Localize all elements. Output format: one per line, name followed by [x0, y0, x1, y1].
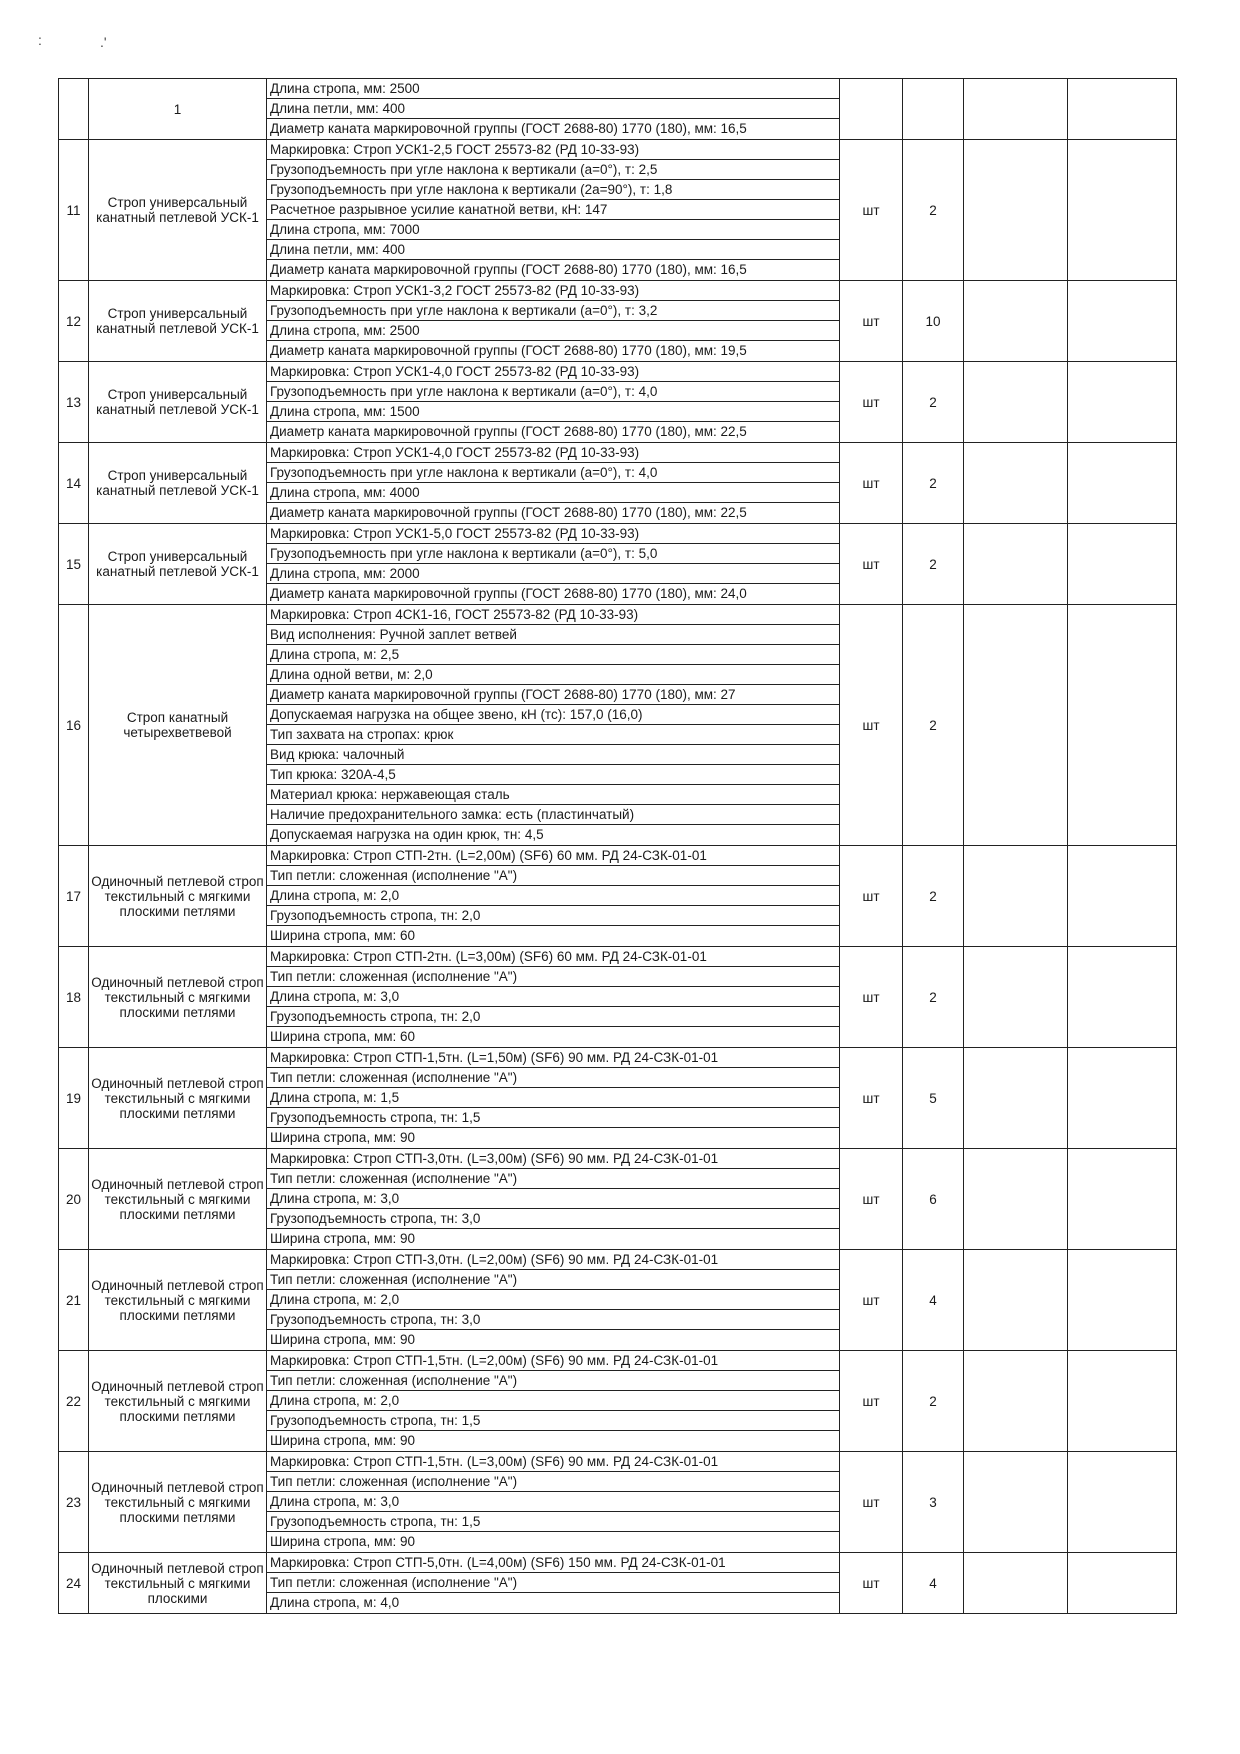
- param-line: Ширина стропа, мм: 90: [270, 1332, 416, 1347]
- empty-cell: [1068, 443, 1177, 524]
- row-number: 11: [59, 140, 89, 281]
- item-params: [267, 1250, 840, 1351]
- param-line: Длина стропа, м: 3,0: [267, 1189, 839, 1209]
- unit-cell: шт: [840, 524, 903, 605]
- param-line: Грузоподъемность стропа, тн: 1,5: [267, 1108, 839, 1128]
- table-row: [59, 1452, 1177, 1553]
- item-name: Строп универсальный канатный петлевой УСК-1: [89, 140, 267, 281]
- item-params: [267, 605, 840, 846]
- empty-cell: [1068, 79, 1177, 140]
- item-params: [267, 140, 840, 281]
- item-params: [267, 1048, 840, 1149]
- param-line: Длина стропа, м: 1,5: [267, 1088, 839, 1108]
- empty-cell: [1068, 1149, 1177, 1250]
- row-number: 12: [59, 281, 89, 362]
- param-line: Длина стропа, мм: 2000: [267, 564, 839, 584]
- param-line: Грузоподъемность при угле наклона к вертикали (2a=90°), т: 1,8: [267, 180, 839, 200]
- scan-speck: :: [38, 32, 42, 48]
- empty-cell: [1068, 1351, 1177, 1452]
- table-row-continued: [59, 79, 1177, 140]
- param-line: Длина стропа, м: 2,0: [267, 1290, 839, 1310]
- unit-cell: шт: [840, 605, 903, 846]
- param-line: Маркировка: Строп УСК1-4,0 ГОСТ 25573-82 (РД 10-33-93): [267, 443, 839, 463]
- unit-cell: шт: [840, 362, 903, 443]
- empty-cell: [964, 947, 1068, 1048]
- param-line: Маркировка: Строп УСК1-2,5 ГОСТ 25573-82 (РД 10-33-93): [267, 140, 839, 160]
- quantity-cell: 2: [903, 362, 964, 443]
- empty-cell: [1068, 281, 1177, 362]
- param-line: Наличие предохранительного замка: есть (пластинчатый): [267, 805, 839, 825]
- item-name: Одиночный петлевой строп текстильный с мягкими плоскими: [89, 1553, 267, 1614]
- param-line: Маркировка: Строп СТП-1,5тн. (L=3,00м) (SF6) 90 мм. РД 24-СЗК-01-01: [267, 1452, 839, 1472]
- param-line: Маркировка: Строп СТП-2тн. (L=2,00м) (SF6) 60 мм. РД 24-СЗК-01-01: [267, 846, 839, 866]
- row-number: 23: [59, 1452, 89, 1553]
- param-line: Допускаемая нагрузка на один крюк, тн: 4,5: [270, 827, 544, 842]
- param-line: Грузоподъемность стропа, тн: 1,5: [267, 1512, 839, 1532]
- param-line: Длина стропа, м: 4,0: [270, 1595, 400, 1610]
- param-line: Маркировка: Строп СТП-5,0тн. (L=4,00м) (SF6) 150 мм. РД 24-СЗК-01-01: [267, 1553, 839, 1573]
- quantity-cell: 5: [903, 1048, 964, 1149]
- param-line: Длина стропа, м: 2,0: [267, 886, 839, 906]
- unit-cell: [840, 79, 903, 140]
- param-line: Ширина стропа, мм: 90: [270, 1231, 416, 1246]
- quantity-cell: 4: [903, 1250, 964, 1351]
- empty-cell: [964, 443, 1068, 524]
- param-line: Маркировка: Строп СТП-1,5тн. (L=1,50м) (SF6) 90 мм. РД 24-СЗК-01-01: [267, 1048, 839, 1068]
- unit-cell: шт: [840, 1351, 903, 1452]
- param-line: Маркировка: Строп УСК1-4,0 ГОСТ 25573-82 (РД 10-33-93): [267, 362, 839, 382]
- empty-cell: [964, 281, 1068, 362]
- param-line: Ширина стропа, мм: 90: [270, 1130, 416, 1145]
- row-number: 24: [59, 1553, 89, 1614]
- row-number: [59, 79, 89, 140]
- table-row: [59, 846, 1177, 947]
- param-line: Диаметр каната маркировочной группы (ГОСТ 2688-80) 1770 (180), мм: 27: [267, 685, 839, 705]
- item-name: Строп универсальный канатный петлевой УСК-1: [89, 281, 267, 362]
- item-name: 1: [89, 79, 267, 140]
- param-line: Диаметр каната маркировочной группы (ГОСТ 2688-80) 1770 (180), мм: 19,5: [270, 343, 747, 358]
- unit-cell: шт: [840, 947, 903, 1048]
- param-line: Тип петли: сложенная (исполнение "А"): [267, 1472, 839, 1492]
- row-number: 21: [59, 1250, 89, 1351]
- row-number: 15: [59, 524, 89, 605]
- table-row: [59, 947, 1177, 1048]
- unit-cell: шт: [840, 443, 903, 524]
- empty-cell: [964, 1149, 1068, 1250]
- empty-cell: [1068, 1452, 1177, 1553]
- table-row: [59, 443, 1177, 524]
- param-line: Длина стропа, м: 3,0: [267, 987, 839, 1007]
- param-line: Длина стропа, м: 3,0: [267, 1492, 839, 1512]
- empty-cell: [1068, 846, 1177, 947]
- unit-cell: шт: [840, 1149, 903, 1250]
- param-line: Ширина стропа, мм: 90: [270, 1534, 416, 1549]
- param-line: Диаметр каната маркировочной группы (ГОСТ 2688-80) 1770 (180), мм: 22,5: [270, 424, 747, 439]
- quantity-cell: 2: [903, 605, 964, 846]
- item-name: Одиночный петлевой строп текстильный с мягкими плоскими петлями: [89, 1250, 267, 1351]
- unit-cell: шт: [840, 1048, 903, 1149]
- table-row: [59, 1048, 1177, 1149]
- param-line: Ширина стропа, мм: 60: [270, 928, 416, 943]
- quantity-cell: 3: [903, 1452, 964, 1553]
- table-row: [59, 524, 1177, 605]
- param-line: Маркировка: Строп 4СК1-16, ГОСТ 25573-82 (РД 10-33-93): [267, 605, 839, 625]
- unit-cell: шт: [840, 846, 903, 947]
- quantity-cell: 2: [903, 524, 964, 605]
- param-line: Грузоподъемность стропа, тн: 2,0: [267, 1007, 839, 1027]
- row-number: 13: [59, 362, 89, 443]
- specification-table: [58, 78, 1177, 1614]
- row-number: 20: [59, 1149, 89, 1250]
- param-line: Тип петли: сложенная (исполнение "А"): [267, 1573, 839, 1593]
- empty-cell: [1068, 1553, 1177, 1614]
- empty-cell: [964, 1351, 1068, 1452]
- param-line: Маркировка: Строп УСК1-3,2 ГОСТ 25573-82 (РД 10-33-93): [267, 281, 839, 301]
- param-line: Диаметр каната маркировочной группы (ГОСТ 2688-80) 1770 (180), мм: 16,5: [270, 121, 747, 136]
- item-name: Строп универсальный канатный петлевой УСК-1: [89, 443, 267, 524]
- empty-cell: [964, 524, 1068, 605]
- table-row: [59, 1553, 1177, 1614]
- row-number: 18: [59, 947, 89, 1048]
- param-line: Грузоподъемность стропа, тн: 3,0: [267, 1310, 839, 1330]
- quantity-cell: 10: [903, 281, 964, 362]
- param-line: Ширина стропа, мм: 60: [270, 1029, 416, 1044]
- param-line: Грузоподъемность при угле наклона к вертикали (a=0°), т: 3,2: [267, 301, 839, 321]
- empty-cell: [964, 1553, 1068, 1614]
- item-params: [267, 1149, 840, 1250]
- param-line: Длина стропа, м: 2,0: [267, 1391, 839, 1411]
- quantity-cell: 2: [903, 947, 964, 1048]
- param-line: Длина стропа, мм: 2500: [267, 79, 839, 99]
- empty-cell: [1068, 1048, 1177, 1149]
- param-line: Материал крюка: нержавеющая сталь: [267, 785, 839, 805]
- item-params: [267, 1351, 840, 1452]
- item-name: Одиночный петлевой строп текстильный с мягкими плоскими петлями: [89, 1048, 267, 1149]
- empty-cell: [964, 605, 1068, 846]
- param-line: Грузоподъемность стропа, тн: 3,0: [267, 1209, 839, 1229]
- item-name: Одиночный петлевой строп текстильный с мягкими плоскими петлями: [89, 1452, 267, 1553]
- param-line: Длина одной ветви, м: 2,0: [267, 665, 839, 685]
- empty-cell: [1068, 605, 1177, 846]
- unit-cell: шт: [840, 1452, 903, 1553]
- param-line: Расчетное разрывное усилие канатной ветви, кН: 147: [267, 200, 839, 220]
- param-line: Длина стропа, мм: 4000: [267, 483, 839, 503]
- empty-cell: [964, 1452, 1068, 1553]
- param-line: Тип петли: сложенная (исполнение "А"): [267, 967, 839, 987]
- empty-cell: [1068, 362, 1177, 443]
- param-line: Маркировка: Строп СТП-2тн. (L=3,00м) (SF6) 60 мм. РД 24-СЗК-01-01: [267, 947, 839, 967]
- item-name: Строп универсальный канатный петлевой УСК-1: [89, 362, 267, 443]
- quantity-cell: 6: [903, 1149, 964, 1250]
- param-line: Тип крюка: 320А-4,5: [267, 765, 839, 785]
- unit-cell: шт: [840, 281, 903, 362]
- quantity-cell: [903, 79, 964, 140]
- param-line: Маркировка: Строп СТП-3,0тн. (L=2,00м) (SF6) 90 мм. РД 24-СЗК-01-01: [267, 1250, 839, 1270]
- scan-speck: .': [100, 34, 107, 50]
- table-row: [59, 281, 1177, 362]
- item-params: [267, 1452, 840, 1553]
- quantity-cell: 2: [903, 1351, 964, 1452]
- row-number: 16: [59, 605, 89, 846]
- unit-cell: шт: [840, 1553, 903, 1614]
- param-line: Грузоподъемность стропа, тн: 2,0: [267, 906, 839, 926]
- table-row: [59, 1351, 1177, 1452]
- item-params: [267, 846, 840, 947]
- item-params: [267, 79, 840, 140]
- param-line: Грузоподъемность при угле наклона к вертикали (a=0°), т: 4,0: [267, 382, 839, 402]
- item-params: [267, 281, 840, 362]
- param-line: Длина петли, мм: 400: [267, 99, 839, 119]
- param-line: Тип петли: сложенная (исполнение "А"): [267, 1068, 839, 1088]
- item-name: Строп универсальный канатный петлевой УСК-1: [89, 524, 267, 605]
- quantity-cell: 2: [903, 443, 964, 524]
- empty-cell: [964, 1250, 1068, 1351]
- empty-cell: [964, 1048, 1068, 1149]
- unit-cell: шт: [840, 1250, 903, 1351]
- table-row: [59, 140, 1177, 281]
- param-line: Длина стропа, м: 2,5: [267, 645, 839, 665]
- param-line: Длина стропа, мм: 7000: [267, 220, 839, 240]
- item-name: Одиночный петлевой строп текстильный с мягкими плоскими петлями: [89, 947, 267, 1048]
- item-params: [267, 1553, 840, 1614]
- table-row: [59, 605, 1177, 846]
- param-line: Вид исполнения: Ручной заплет ветвей: [267, 625, 839, 645]
- param-line: Тип петли: сложенная (исполнение "А"): [267, 866, 839, 886]
- item-params: [267, 947, 840, 1048]
- table-row: [59, 1149, 1177, 1250]
- param-line: Диаметр каната маркировочной группы (ГОСТ 2688-80) 1770 (180), мм: 22,5: [270, 505, 747, 520]
- quantity-cell: 2: [903, 140, 964, 281]
- empty-cell: [1068, 947, 1177, 1048]
- empty-cell: [964, 140, 1068, 281]
- param-line: Длина петли, мм: 400: [267, 240, 839, 260]
- empty-cell: [1068, 524, 1177, 605]
- param-line: Диаметр каната маркировочной группы (ГОСТ 2688-80) 1770 (180), мм: 16,5: [270, 262, 747, 277]
- empty-cell: [964, 846, 1068, 947]
- param-line: Допускаемая нагрузка на общее звено, кН (тс): 157,0 (16,0): [267, 705, 839, 725]
- item-params: [267, 362, 840, 443]
- param-line: Маркировка: Строп СТП-3,0тн. (L=3,00м) (SF6) 90 мм. РД 24-СЗК-01-01: [267, 1149, 839, 1169]
- item-params: [267, 524, 840, 605]
- param-line: Тип петли: сложенная (исполнение "А"): [267, 1169, 839, 1189]
- param-line: Тип петли: сложенная (исполнение "А"): [267, 1371, 839, 1391]
- param-line: Длина стропа, мм: 2500: [267, 321, 839, 341]
- item-name: Одиночный петлевой строп текстильный с мягкими плоскими петлями: [89, 846, 267, 947]
- param-line: Грузоподъемность при угле наклона к вертикали (a=0°), т: 5,0: [267, 544, 839, 564]
- param-line: Тип петли: сложенная (исполнение "А"): [267, 1270, 839, 1290]
- item-name: Строп канатный четырехветвевой: [89, 605, 267, 846]
- item-name: Одиночный петлевой строп текстильный с мягкими плоскими петлями: [89, 1149, 267, 1250]
- param-line: Маркировка: Строп СТП-1,5тн. (L=2,00м) (SF6) 90 мм. РД 24-СЗК-01-01: [267, 1351, 839, 1371]
- empty-cell: [964, 362, 1068, 443]
- unit-cell: шт: [840, 140, 903, 281]
- item-name: Одиночный петлевой строп текстильный с мягкими плоскими петлями: [89, 1351, 267, 1452]
- empty-cell: [1068, 140, 1177, 281]
- param-line: Тип захвата на стропах: крюк: [267, 725, 839, 745]
- table-row: [59, 1250, 1177, 1351]
- row-number: 22: [59, 1351, 89, 1452]
- param-line: Грузоподъемность при угле наклона к вертикали (a=0°), т: 4,0: [267, 463, 839, 483]
- param-line: Грузоподъемность стропа, тн: 1,5: [267, 1411, 839, 1431]
- table-row: [59, 362, 1177, 443]
- row-number: 14: [59, 443, 89, 524]
- param-line: Вид крюка: чалочный: [267, 745, 839, 765]
- param-line: Маркировка: Строп УСК1-5,0 ГОСТ 25573-82 (РД 10-33-93): [267, 524, 839, 544]
- quantity-cell: 4: [903, 1553, 964, 1614]
- empty-cell: [1068, 1250, 1177, 1351]
- item-params: [267, 443, 840, 524]
- param-line: Диаметр каната маркировочной группы (ГОСТ 2688-80) 1770 (180), мм: 24,0: [270, 586, 747, 601]
- row-number: 19: [59, 1048, 89, 1149]
- row-number: 17: [59, 846, 89, 947]
- param-line: Ширина стропа, мм: 90: [270, 1433, 416, 1448]
- quantity-cell: 2: [903, 846, 964, 947]
- empty-cell: [964, 79, 1068, 140]
- param-line: Длина стропа, мм: 1500: [267, 402, 839, 422]
- param-line: Грузоподъемность при угле наклона к вертикали (a=0°), т: 2,5: [267, 160, 839, 180]
